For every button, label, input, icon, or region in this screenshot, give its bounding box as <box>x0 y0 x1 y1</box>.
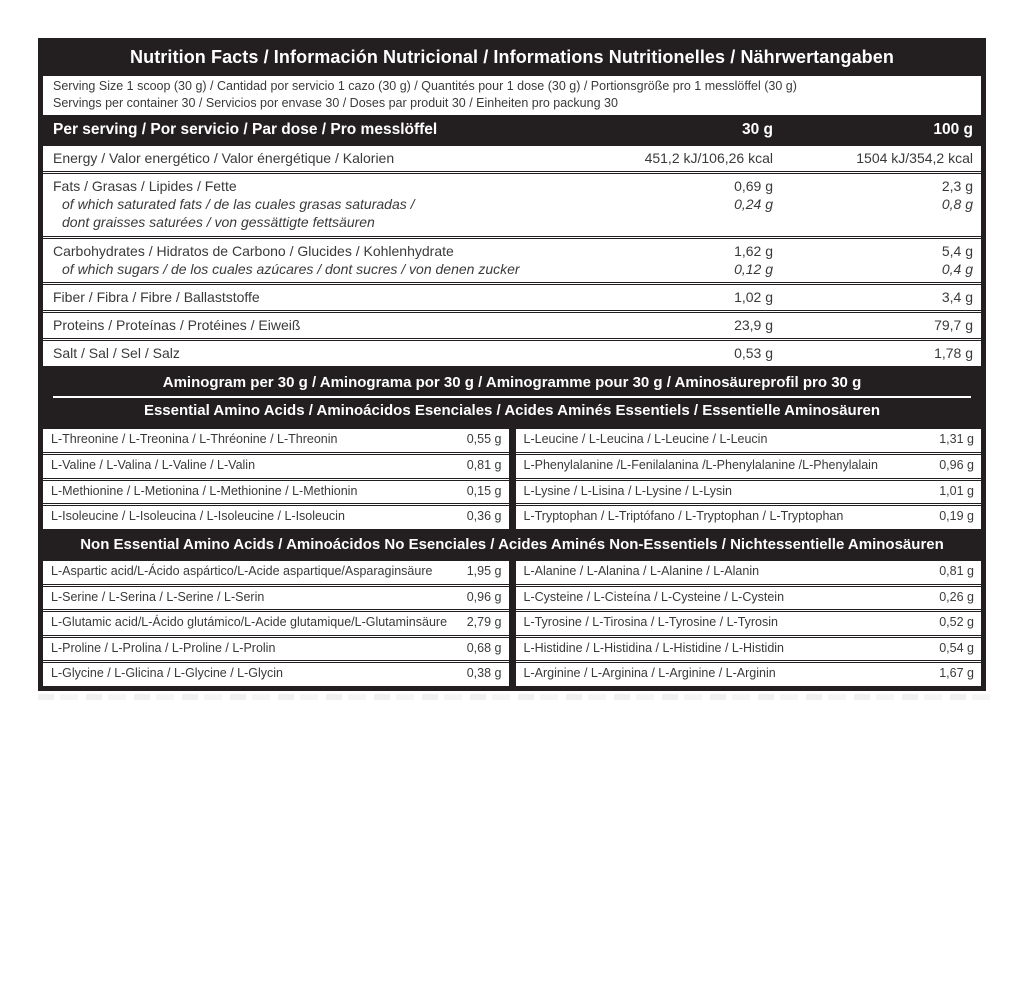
aminogram-title: Aminogram per 30 g / Aminograma por 30 g / Aminogramme pour 30 g / Aminosäureprofil pro 30 g <box>162 374 862 392</box>
nutrient-line <box>53 344 973 362</box>
amino-acid-value: 0,36 g <box>466 509 502 524</box>
non-essential-right-column <box>516 561 982 686</box>
amino-acid-row <box>43 478 509 504</box>
amino-acid-row <box>516 609 982 635</box>
nutrient-line <box>53 316 973 334</box>
amino-acid-name: L-Leucine / L-Leucina / L-Leucine / L-Leucin <box>523 432 768 447</box>
nutrient-line <box>53 177 973 195</box>
essential-left-column <box>43 429 509 529</box>
amino-acid-row <box>43 635 509 661</box>
amino-acid-name: L-Phenylalanine /L-Fenilalanina /L-Phenylalanine /L-Phenylalain <box>523 458 878 473</box>
amino-acid-value: 0,81 g <box>939 563 974 578</box>
nutrient-label: Fats / Grasas / Lipides / Fette <box>53 177 237 194</box>
amino-acid-row <box>43 561 509 584</box>
nutrient-value-100g: 1,78 g <box>934 345 973 362</box>
nutrient-line <box>53 260 973 278</box>
nutrient-label: of which saturated fats / de las cuales grasas saturadas / <box>62 196 415 213</box>
essential-right-column <box>516 429 982 529</box>
amino-acid-value: 1,95 g <box>466 563 502 578</box>
amino-acid-name: L-Tryptophan / L-Triptófano / L-Tryptophan / L-Tryptophan <box>523 509 844 524</box>
nutrient-row <box>43 338 981 366</box>
nutrient-value-30g: 0,24 g <box>734 196 773 213</box>
nutrient-line <box>53 213 973 231</box>
nutrient-row <box>43 310 981 338</box>
amino-acid-value: 0,81 g <box>466 458 502 473</box>
column-header-30g: 30 g <box>741 120 773 138</box>
per-serving-label: Per serving / Por servicio / Par dose / Pro messlöffel <box>53 120 438 138</box>
nutrient-value-30g <box>611 213 773 231</box>
nutrient-row <box>43 171 981 236</box>
nutrient-value-100g: 3,4 g <box>941 288 973 305</box>
amino-acid-row <box>516 452 982 478</box>
amino-acid-value: 0,26 g <box>939 589 974 604</box>
amino-acid-value: 0,96 g <box>939 458 974 473</box>
amino-acid-row <box>516 429 982 452</box>
nutrient-value-100g: 79,7 g <box>934 317 973 334</box>
per-serving-header-row <box>43 118 981 143</box>
label-title: Nutrition Facts / Información Nutricional / Informations Nutritionelles / Nährwertangaben <box>130 47 894 67</box>
nutrient-value-100g: 2,3 g <box>941 177 973 194</box>
servings-per-container-line: Servings per container 30 / Servicios por envase 30 / Doses par produit 30 / Einheiten pro packung 30 <box>53 95 618 110</box>
band-divider <box>53 396 971 398</box>
amino-acid-row <box>43 452 509 478</box>
amino-acid-row <box>43 503 509 529</box>
nutrient-value-30g: 451,2 kJ/106,26 kcal <box>644 149 773 166</box>
amino-acid-value: 1,67 g <box>939 666 974 681</box>
amino-acid-name: L-Cysteine / L-Cisteína / L-Cysteine / L-Cystein <box>523 589 785 604</box>
essential-amino-title: Essential Amino Acids / Aminoácidos Esenciales / Acides Aminés Essentiels / Essentielle Aminosäuren <box>143 402 881 420</box>
nutrient-label: Proteins / Proteínas / Protéines / Eiweiß <box>53 317 301 334</box>
nutrient-line <box>53 195 973 213</box>
amino-acid-row <box>43 584 509 610</box>
amino-acid-name: L-Valine / L-Valina / L-Valine / L-Valin <box>51 458 256 473</box>
amino-acid-value: 2,79 g <box>466 615 502 630</box>
aminogram-header-band <box>43 369 981 426</box>
nutrient-value-30g: 0,53 g <box>734 345 773 362</box>
nutrient-value-100g: 1504 kJ/354,2 kcal <box>856 149 973 166</box>
nutrient-label: Carbohydrates / Hidratos de Carbono / Glucides / Kohlenhydrate <box>53 242 454 259</box>
amino-acid-value: 1,01 g <box>939 483 974 498</box>
amino-acid-value: 0,55 g <box>466 432 502 447</box>
amino-acid-name: L-Isoleucine / L-Isoleucina / L-Isoleucine / L-Isoleucin <box>51 509 345 524</box>
amino-acid-value: 0,96 g <box>466 589 502 604</box>
amino-acid-row <box>516 635 982 661</box>
amino-acid-row <box>516 660 982 686</box>
nutrient-value-30g: 1,62 g <box>734 242 773 259</box>
non-essential-amino-title: Non Essential Amino Acids / Aminoácidos No Esenciales / Acides Aminés Non-Essentiels / Nichtessentielle Aminosäuren <box>43 532 981 558</box>
essential-amino-table <box>43 429 981 529</box>
fine-print-illegible-strip <box>38 694 990 700</box>
nutrient-label: dont graisses saturées / von gessättigte fettsäuren <box>62 214 375 231</box>
nutrient-row <box>43 146 981 171</box>
amino-acid-name: L-Proline / L-Prolina / L-Proline / L-Prolin <box>51 640 276 655</box>
nutrient-value-100g <box>773 213 973 231</box>
amino-acid-row <box>43 429 509 452</box>
amino-acid-value: 0,52 g <box>939 615 974 630</box>
amino-acid-value: 1,31 g <box>939 432 974 447</box>
amino-acid-name: L-Tyrosine / L-Tirosina / L-Tyrosine / L-Tyrosin <box>523 615 778 630</box>
nutrient-value-30g: 0,12 g <box>734 260 773 277</box>
nutrition-facts-label <box>38 38 986 691</box>
non-essential-left-column <box>43 561 509 686</box>
nutrient-row <box>43 282 981 310</box>
nutrient-label: Fiber / Fibra / Fibre / Ballaststoffe <box>53 288 260 305</box>
amino-acid-value: 0,54 g <box>939 640 974 655</box>
nutrient-value-100g: 5,4 g <box>941 242 973 259</box>
amino-acid-name: L-Glutamic acid/L-Ácido glutámico/L-Acide glutamique/L-Glutaminsäure <box>51 615 448 630</box>
non-essential-amino-table <box>43 561 981 686</box>
nutrient-row <box>43 236 981 282</box>
amino-acid-value: 0,15 g <box>466 483 502 498</box>
nutrient-table <box>43 146 981 367</box>
nutrient-label: Energy / Valor energético / Valor énergétique / Kalorien <box>53 149 395 166</box>
amino-acid-row <box>516 584 982 610</box>
nutrient-value-30g: 0,69 g <box>734 177 773 194</box>
nutrient-value-30g: 1,02 g <box>734 288 773 305</box>
amino-acid-name: L-Arginine / L-Arginina / L-Arginine / L-Arginin <box>523 666 776 681</box>
amino-acid-value: 0,68 g <box>466 640 502 655</box>
amino-acid-row <box>43 609 509 635</box>
column-header-100g: 100 g <box>933 120 973 138</box>
amino-acid-name: L-Lysine / L-Lisina / L-Lysine / L-Lysin <box>523 483 732 498</box>
nutrient-label: Salt / Sal / Sel / Salz <box>53 345 180 362</box>
amino-acid-name: L-Threonine / L-Treonina / L-Thréonine / L-Threonin <box>51 432 338 447</box>
amino-acid-name: L-Glycine / L-Glicina / L-Glycine / L-Glycin <box>51 666 284 681</box>
amino-acid-name: L-Alanine / L-Alanina / L-Alanine / L-Alanin <box>523 563 760 578</box>
nutrient-value-100g: 0,4 g <box>941 260 973 277</box>
amino-acid-row <box>516 478 982 504</box>
amino-acid-name: L-Serine / L-Serina / L-Serine / L-Serin <box>51 589 265 604</box>
nutrient-value-30g: 23,9 g <box>734 317 773 334</box>
nutrient-line <box>53 149 973 167</box>
nutrient-label: of which sugars / de los cuales azúcares / dont sucres / von denen zucker <box>62 260 520 277</box>
nutrient-line <box>53 242 973 260</box>
serving-info-box <box>43 76 981 115</box>
amino-acid-name: L-Aspartic acid/L-Ácido aspártico/L-Acide aspartique/Asparaginsäure <box>51 563 433 578</box>
amino-acid-row <box>516 503 982 529</box>
amino-acid-row <box>516 561 982 584</box>
amino-acid-value: 0,38 g <box>466 666 502 681</box>
nutrient-line <box>53 288 973 306</box>
nutrient-value-100g: 0,8 g <box>941 196 973 213</box>
amino-acid-value: 0,19 g <box>939 509 974 524</box>
amino-acid-name: L-Methionine / L-Metionina / L-Methionine / L-Methionin <box>51 483 358 498</box>
serving-size-line: Serving Size 1 scoop (30 g) / Cantidad por servicio 1 cazo (30 g) / Quantités pour 1 dose (30 g) / Portionsgröße pro 1 messlöffel (30 g) <box>53 79 797 93</box>
amino-acid-row <box>43 660 509 686</box>
amino-acid-name: L-Histidine / L-Histidina / L-Histidine / L-Histidin <box>523 640 785 655</box>
